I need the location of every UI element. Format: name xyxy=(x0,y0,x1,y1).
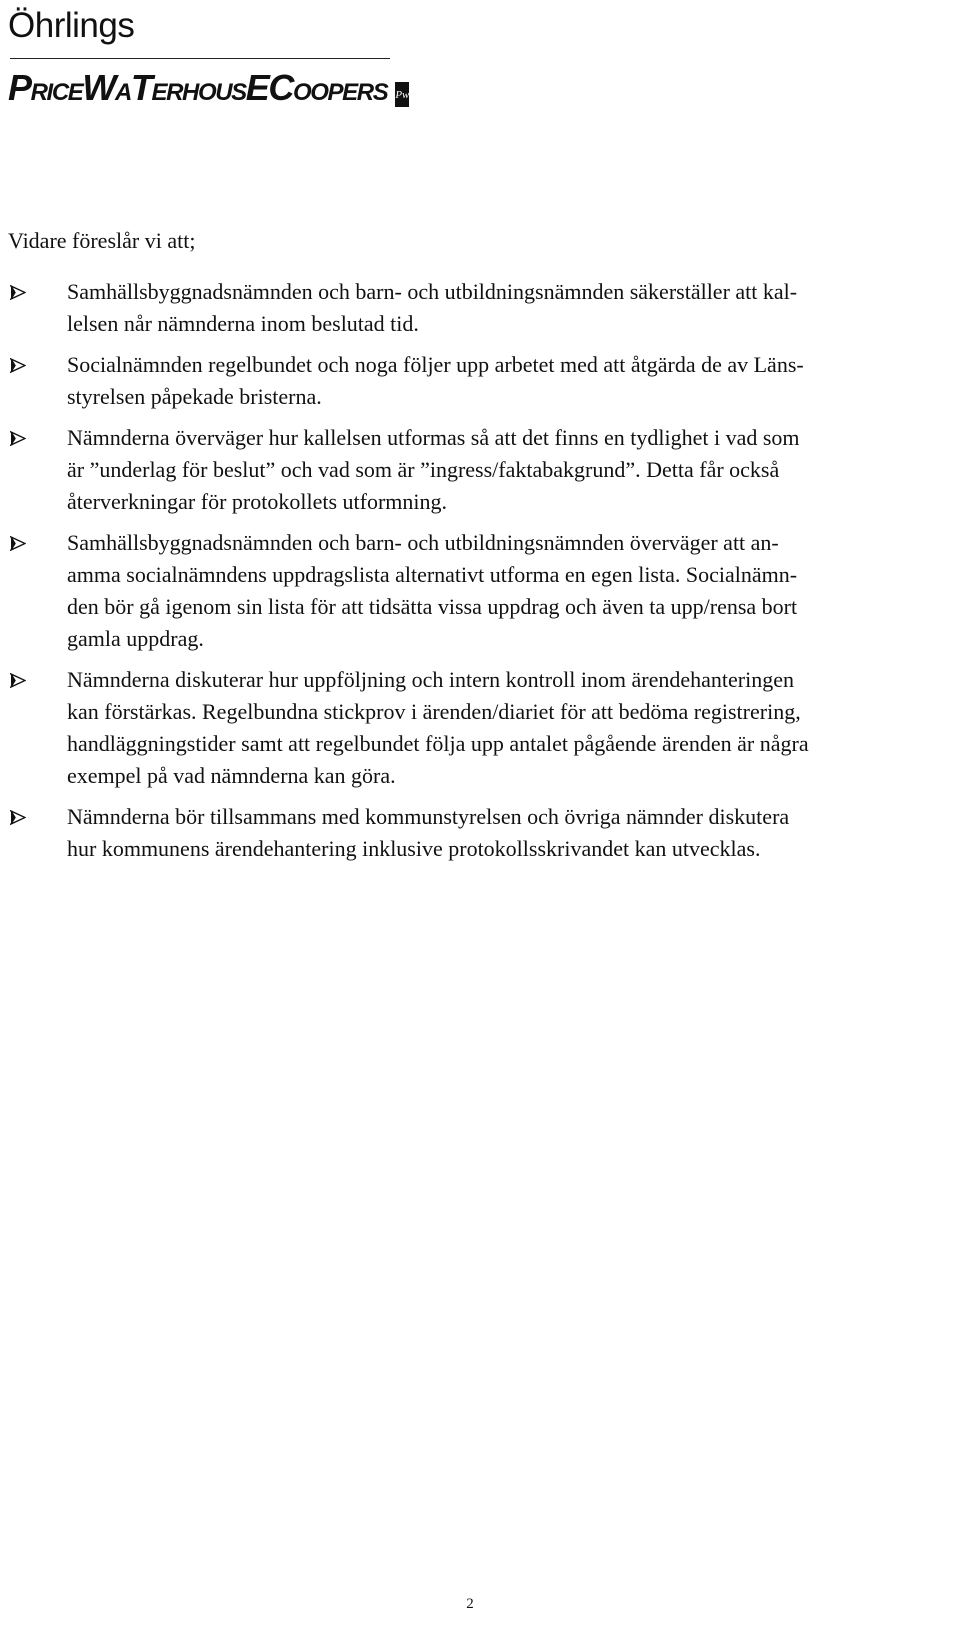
arrowhead-bullet-icon xyxy=(10,422,32,454)
document-header xyxy=(8,0,410,116)
list-item xyxy=(8,801,928,865)
brand-logo-wordmark: PRICEWATERHOUSECOOPERS xyxy=(8,67,388,108)
list-item xyxy=(8,527,928,655)
arrowhead-bullet-icon xyxy=(10,276,32,308)
intro-paragraph: Vidare föreslår vi att; xyxy=(8,228,196,253)
brand-logo xyxy=(8,65,410,116)
arrowhead-bullet-icon xyxy=(10,527,32,559)
page-number: 2 xyxy=(466,1596,474,1612)
list-item xyxy=(8,276,928,340)
document-body xyxy=(8,225,928,874)
list-item-line: Nämnderna bör tillsammans med kommunstyrelsen och övriga nämnder diskutera xyxy=(67,804,790,829)
list-item-line: handläggningstider samt att regelbundet följa upp antalet pågående ärenden är några xyxy=(67,731,809,756)
list-item-line: Socialnämnden regelbundet och noga följer upp arbetet med att åtgärda de av Läns- xyxy=(67,352,804,377)
list-item-line: återverkningar för protokollets utformning. xyxy=(67,489,448,514)
list-item-line: kan förstärkas. Regelbundna stickprov i ärenden/diariet för att bedöma registrering, xyxy=(67,699,801,724)
list-item-line: är ”underlag för beslut” och vad som är ”ingress/faktabakgrund”. Detta får också xyxy=(67,457,780,482)
list-item-line: hur kommunens ärendehantering inklusive protokollsskrivandet kan utvecklas. xyxy=(67,836,761,861)
list-item xyxy=(8,422,928,518)
list-item-line: Samhällsbyggnadsnämnden och barn- och utbildningsnämnden överväger att an- xyxy=(67,530,779,555)
list-item-line: gamla uppdrag. xyxy=(67,626,204,651)
list-item-line: exempel på vad nämnderna kan göra. xyxy=(67,763,396,788)
header-divider xyxy=(10,58,390,59)
company-name: Öhrlings xyxy=(8,6,135,45)
list-item-line: Nämnderna överväger hur kallelsen utformas så att det finns en tydlighet i vad som xyxy=(67,425,800,450)
arrowhead-bullet-icon xyxy=(10,664,32,696)
list-item-line: styrelsen påpekade bristerna. xyxy=(67,384,322,409)
list-item xyxy=(8,349,928,413)
list-item-line: amma socialnämndens uppdragslista alternativt utforma en egen lista. Socialnämn- xyxy=(67,562,798,587)
list-item xyxy=(8,664,928,792)
recommendation-list xyxy=(8,276,928,865)
list-item-line: Nämnderna diskuterar hur uppföljning och intern kontroll inom ärendehanteringen xyxy=(67,667,795,692)
list-item-line: den bör gå igenom sin lista för att tidsätta vissa uppdrag och även ta upp/rensa bort xyxy=(67,594,798,619)
list-item-line: lelsen når nämnderna inom beslutad tid. xyxy=(67,311,419,336)
brand-seal-icon: Pw xyxy=(395,82,409,107)
list-item-line: Samhällsbyggnadsnämnden och barn- och utbildningsnämnden säkerställer att kal- xyxy=(67,279,798,304)
arrowhead-bullet-icon xyxy=(10,349,32,381)
arrowhead-bullet-icon xyxy=(10,801,32,833)
